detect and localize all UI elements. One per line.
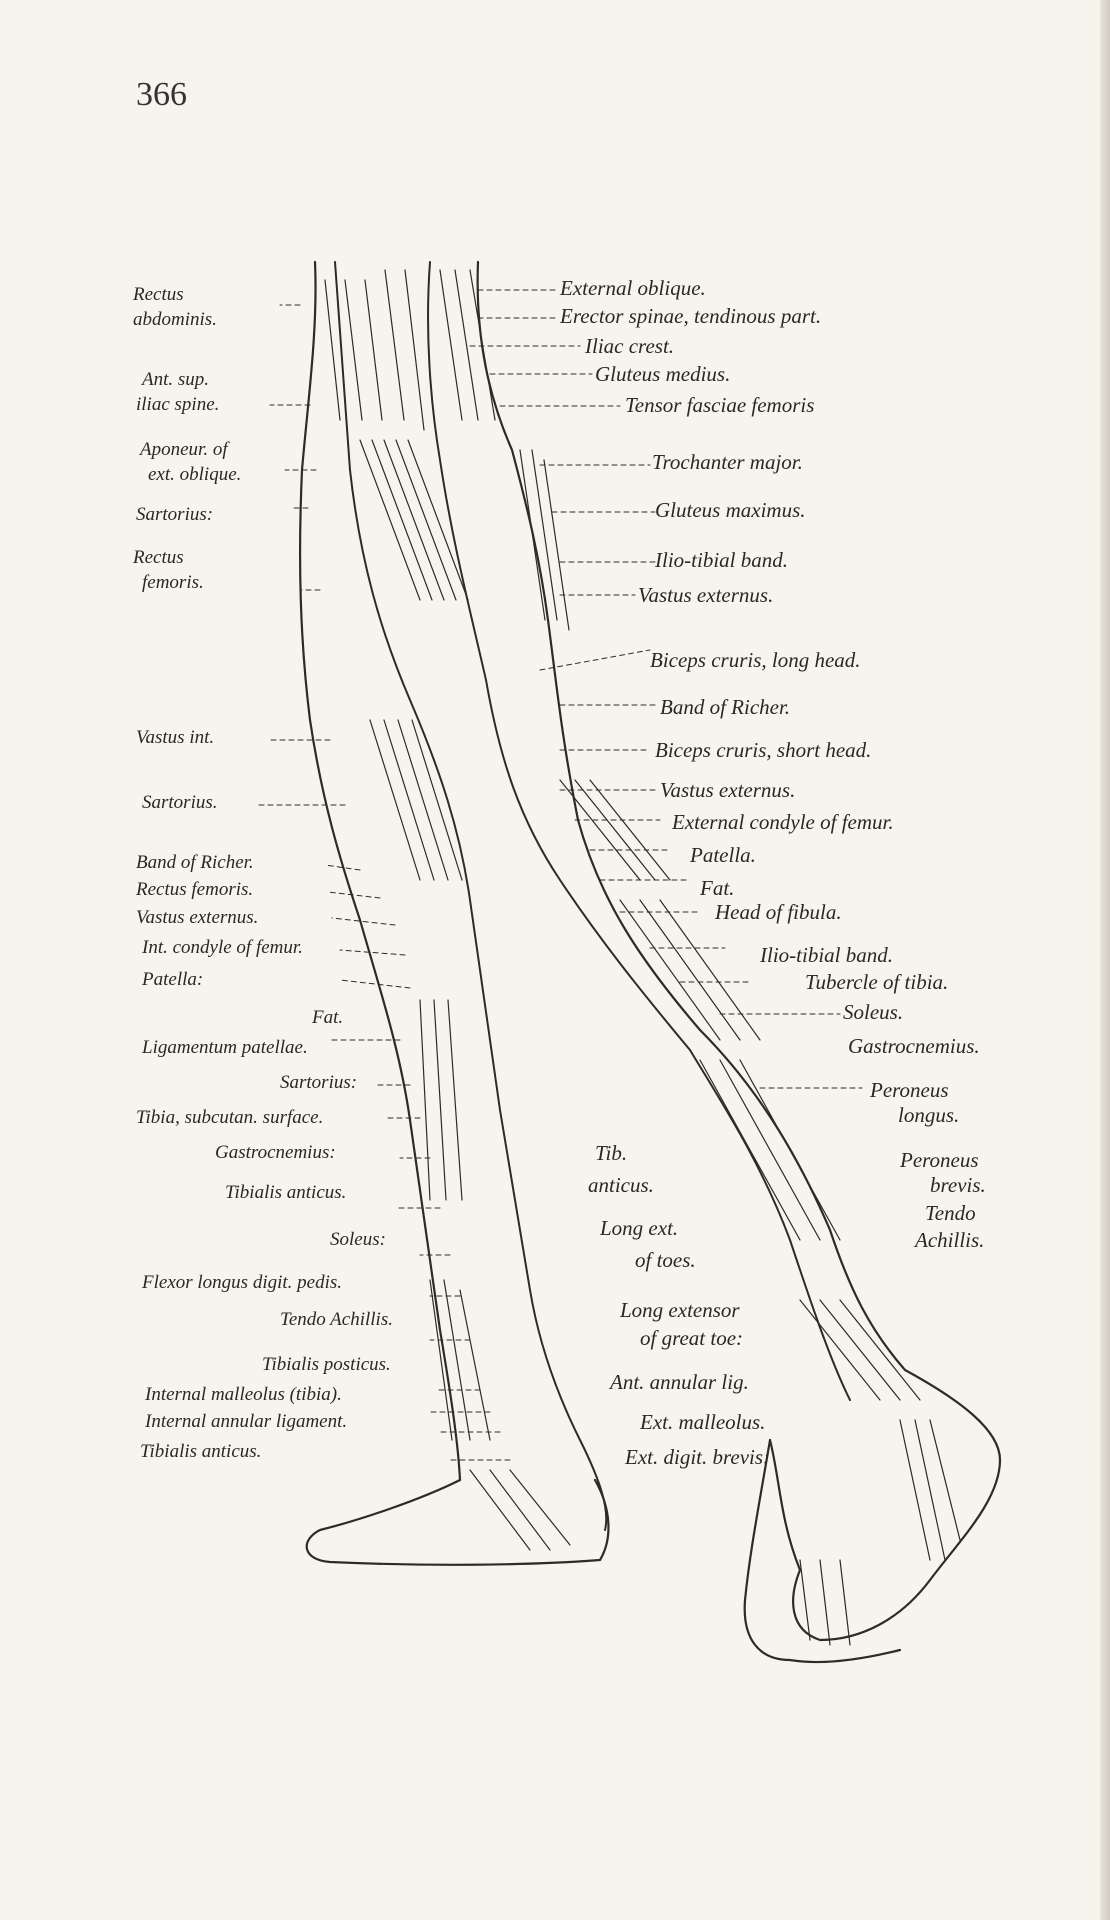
label-long-ext-of-toes-2: of toes.: [635, 1248, 696, 1272]
label-int-condyle-of-femur: Int. condyle of femur.: [142, 937, 303, 958]
label-patella-right: Patella.: [690, 843, 756, 867]
label-long-ext-of-toes-1: Long ext.: [600, 1216, 679, 1240]
label-soleus-left: Soleus:: [330, 1229, 386, 1250]
label-rectus-abdominis-1: Rectus: [133, 284, 184, 305]
label-peroneus-brevis-1: Peroneus: [900, 1148, 979, 1172]
label-tendo-achillis-right-1: Tendo: [925, 1201, 976, 1225]
label-gastrocnemius-right: Gastrocnemius.: [848, 1034, 980, 1058]
label-rectus-abdominis-2: abdominis.: [133, 309, 217, 330]
label-ligamentum-patellae: Ligamentum patellae.: [142, 1037, 308, 1058]
label-tibialis-anticus-left-lower: Tibialis anticus.: [140, 1441, 262, 1462]
label-long-extensor-great-toe-2: of great toe:: [640, 1326, 744, 1350]
label-aponeur-ext-oblique-1: Aponeur. of: [140, 439, 228, 460]
label-ilio-tibial-band-lower: Ilio-tibial band.: [760, 943, 893, 967]
label-gluteus-maximus: Gluteus maximus.: [655, 498, 806, 522]
label-ilio-tibial-band-upper: Ilio-tibial band.: [655, 548, 788, 572]
medial-leg-outline: [300, 262, 460, 1480]
label-flexor-longus-digit-pedis: Flexor longus digit. pedis.: [142, 1272, 343, 1293]
label-fat-right: Fat.: [700, 876, 735, 900]
label-tubercle-of-tibia: Tubercle of tibia.: [805, 970, 949, 994]
label-external-condyle-of-femur: External condyle of femur.: [672, 810, 894, 834]
label-sartorius-upper: Sartorius:: [136, 504, 214, 525]
label-iliac-crest: Iliac crest.: [585, 334, 675, 358]
label-ant-sup-iliac-spine-1: Ant. sup.: [142, 369, 210, 390]
medial-foot-outline: [307, 1480, 609, 1565]
label-gastrocnemius-left: Gastrocnemius:: [215, 1142, 336, 1163]
label-band-of-richer-right: Band of Richer.: [660, 695, 791, 719]
label-long-extensor-great-toe-1: Long extensor: [620, 1298, 740, 1322]
label-peroneus-longus-1: Peroneus: [870, 1078, 949, 1102]
label-vastus-externus-upper: Vastus externus.: [638, 583, 774, 607]
label-fat-left: Fat.: [312, 1007, 344, 1028]
label-ext-digit-brevis: Ext. digit. brevis:: [625, 1445, 771, 1469]
label-external-oblique: External oblique.: [560, 276, 706, 300]
label-vastus-int: Vastus int.: [136, 727, 215, 748]
label-tib-anticus-1: Tib.: [595, 1141, 628, 1165]
label-rectus-femoris-upper-1: Rectus: [133, 547, 184, 568]
page-number: 366: [136, 76, 187, 113]
label-internal-annular-ligament: Internal annular ligament.: [145, 1411, 348, 1432]
label-tibialis-posticus: Tibialis posticus.: [262, 1354, 391, 1375]
label-peroneus-longus-2: longus.: [898, 1103, 960, 1127]
label-aponeur-ext-oblique-2: ext. oblique.: [148, 464, 242, 485]
label-sartorius-lower: Sartorius:: [280, 1072, 358, 1093]
label-tib-anticus-2: anticus.: [588, 1173, 654, 1197]
label-soleus-right: Soleus.: [843, 1000, 904, 1024]
label-ext-malleolus: Ext. malleolus.: [640, 1410, 766, 1434]
medial-leg-back-outline: [335, 262, 606, 1530]
label-tibia-subcutan-surface: Tibia, subcutan. surface.: [136, 1107, 324, 1128]
label-tensor-fasciae-femoris: Tensor fasciae femoris: [625, 393, 815, 417]
label-patella-left: Patella:: [142, 969, 204, 990]
label-peroneus-brevis-2: brevis.: [930, 1173, 986, 1197]
label-trochanter-major: Trochanter major.: [652, 450, 803, 474]
lateral-foot-outline: [745, 1440, 900, 1662]
label-gluteus-medius: Gluteus medius.: [595, 362, 731, 386]
label-biceps-cruris-short-head: Biceps cruris, short head.: [655, 738, 872, 762]
label-tibialis-anticus-left-upper: Tibialis anticus.: [225, 1182, 347, 1203]
label-ant-sup-iliac-spine-2: iliac spine.: [136, 394, 220, 415]
label-rectus-femoris-upper-2: femoris.: [142, 572, 204, 593]
label-ant-annular-lig: Ant. annular lig.: [610, 1370, 749, 1394]
label-vastus-externus-lower: Vastus externus.: [660, 778, 796, 802]
label-biceps-cruris-long-head: Biceps cruris, long head.: [650, 648, 861, 672]
label-sartorius-mid: Sartorius.: [142, 792, 218, 813]
label-tendo-achillis-left: Tendo Achillis.: [280, 1309, 393, 1330]
label-head-of-fibula: Head of fibula.: [715, 900, 842, 924]
label-internal-malleolus: Internal malleolus (tibia).: [145, 1384, 342, 1405]
label-rectus-femoris-lower: Rectus femoris.: [136, 879, 254, 900]
label-erector-spinae: Erector spinae, tendinous part.: [560, 304, 822, 328]
label-band-of-richer-left: Band of Richer.: [136, 852, 254, 873]
label-vastus-externus-left: Vastus externus.: [136, 907, 259, 928]
label-tendo-achillis-right-2: Achillis.: [915, 1228, 985, 1252]
